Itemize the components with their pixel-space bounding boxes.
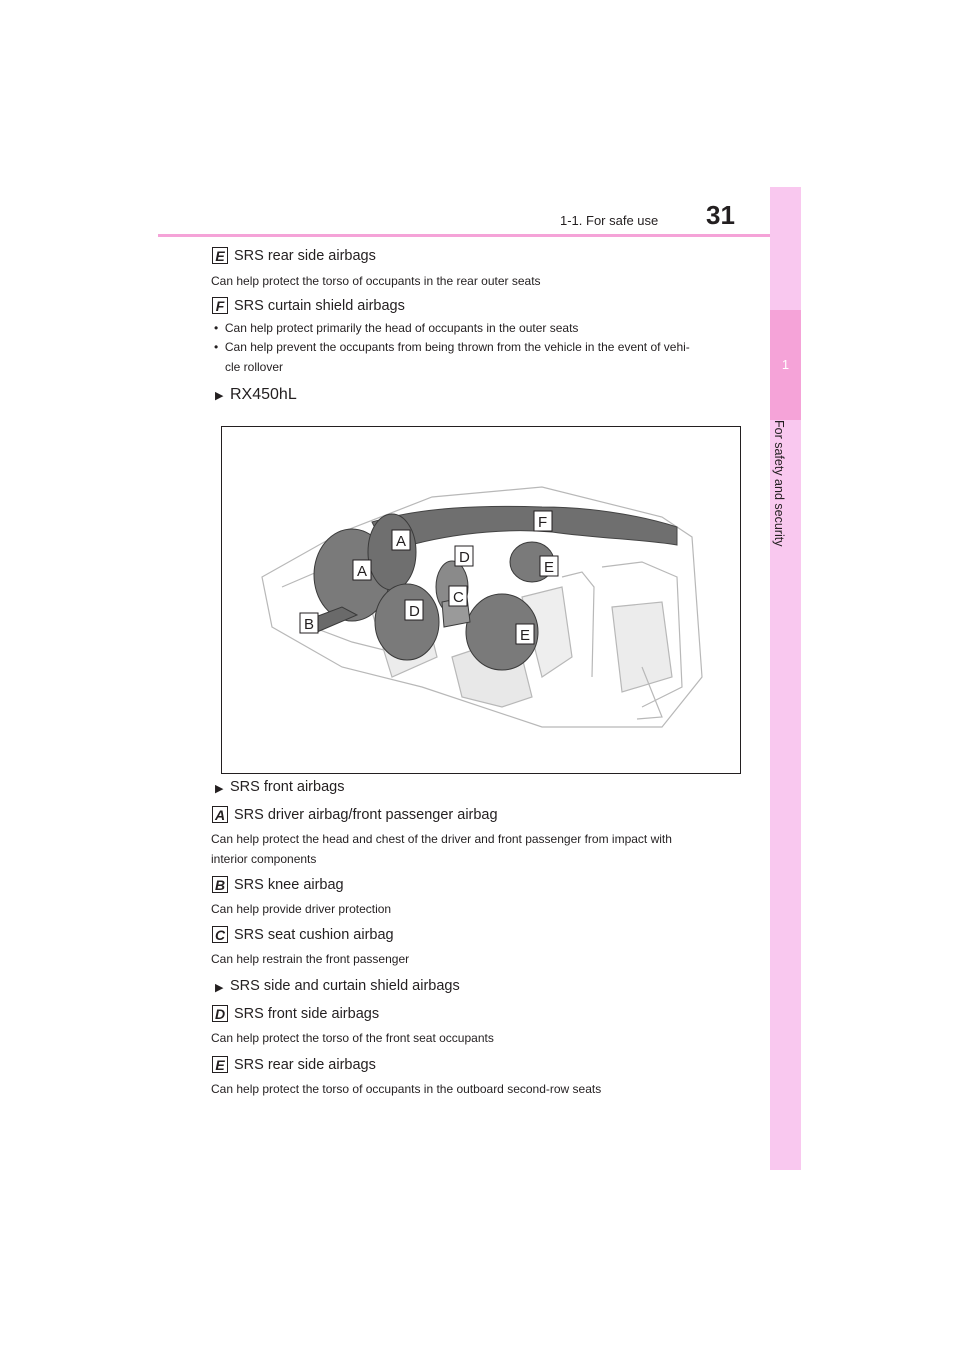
item-title-curtain: SRS curtain shield airbags <box>234 298 405 314</box>
chapter-label: For safety and security <box>772 420 786 547</box>
vehicle-interior-drawing <box>222 427 741 774</box>
item-title-knee: SRS knee airbag <box>234 877 344 893</box>
letter-box-e: E <box>212 1056 228 1073</box>
item-desc-driver-airbag-cont: interior components <box>211 852 317 866</box>
bullet-continuation: cle rollover <box>225 360 284 374</box>
triangle-right-icon: ▶ <box>215 390 224 402</box>
item-title-driver-airbag: SRS driver airbag/front passenger airbag <box>234 807 498 823</box>
group-heading-front: SRS front airbags <box>230 779 345 795</box>
triangle-right-icon: ▶ <box>215 783 224 795</box>
letter-box-e: E <box>212 247 228 264</box>
item-title-front-side: SRS front side airbags <box>234 1006 380 1022</box>
callout-e: E <box>544 559 555 576</box>
item-desc-driver-airbag: Can help protect the head and chest of the driver and front passenger from impact with <box>211 832 672 846</box>
callout-a: A <box>396 533 407 550</box>
letter-box-f: F <box>212 297 228 314</box>
callout-f: F <box>538 514 548 531</box>
callout-e: E <box>520 627 531 644</box>
chapter-number-tab: 1 <box>770 310 801 420</box>
letter-box-b: B <box>212 876 228 893</box>
bullet-item: • Can help protect primarily the head of occupants in the outer seats <box>214 321 579 335</box>
callout-c: C <box>453 589 464 606</box>
letter-box-d: D <box>212 1005 228 1022</box>
triangle-right-icon: ▶ <box>215 982 224 994</box>
callout-d: D <box>409 603 420 620</box>
section-title: 1-1. For safe use <box>560 213 659 228</box>
item-title-rear-side: SRS rear side airbags <box>234 248 376 264</box>
letter-box-c: C <box>212 926 228 943</box>
group-heading-side: SRS side and curtain shield airbags <box>230 978 460 994</box>
callout-d: D <box>459 549 470 566</box>
item-title-rear-side-2: SRS rear side airbags <box>234 1057 376 1073</box>
item-desc-knee: Can help provide driver protection <box>211 902 392 916</box>
callout-b: B <box>304 616 315 633</box>
model-heading: RX450hL <box>230 386 297 403</box>
airbag-illustration <box>221 426 741 774</box>
page-number: 31 <box>706 200 735 230</box>
header-rule <box>158 234 770 237</box>
item-desc-front-side: Can help protect the torso of the front seat occupants <box>211 1031 494 1045</box>
item-desc-rear-side-2: Can help protect the torso of occupants in the outboard second-row seats <box>211 1082 602 1096</box>
item-title-seat-cushion: SRS seat cushion airbag <box>234 927 394 943</box>
item-desc-seat-cushion: Can help restrain the front passenger <box>211 952 410 966</box>
letter-box-a: A <box>212 806 228 823</box>
item-desc-rear-side: Can help protect the torso of occupants in the rear outer seats <box>211 274 541 288</box>
bullet-item: • Can help prevent the occupants from being thrown from the vehicle in the event of vehi- <box>214 340 690 354</box>
bullet-text: Can help prevent the occupants from being thrown from the vehicle in the event of vehi- <box>224 340 690 354</box>
bullet-text: Can help protect primarily the head of occupants in the outer seats <box>224 321 579 335</box>
callout-a: A <box>357 563 368 580</box>
